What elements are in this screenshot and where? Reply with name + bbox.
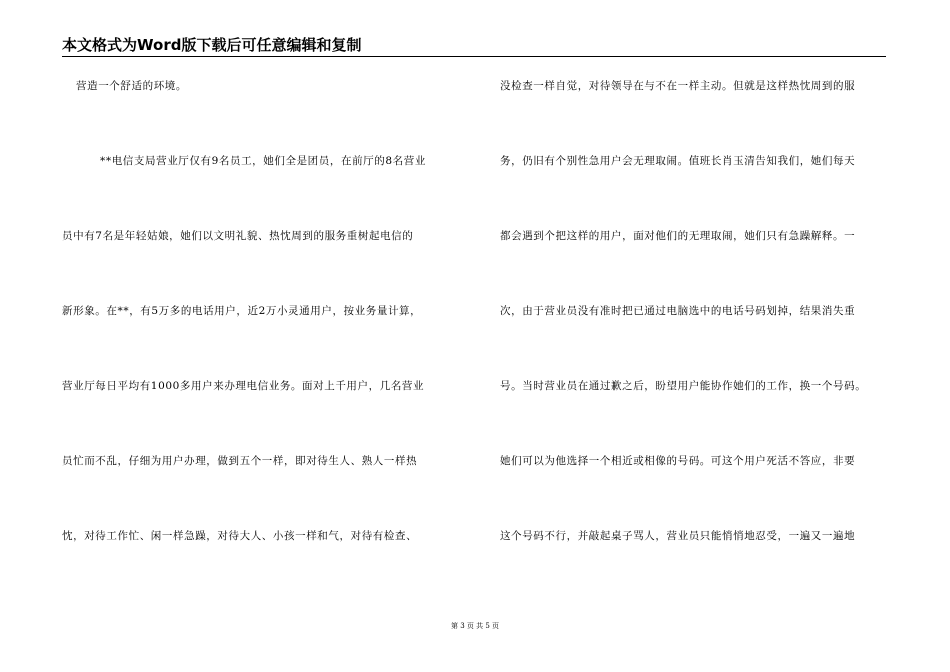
paragraph-line: 没检查一样自觉，对待领导在与不在一样主动。但就是这样热忱周到的服 bbox=[500, 80, 856, 92]
paragraph-line: 员中有7名是年轻姑娘，她们以文明礼貌、热忱周到的服务重树起电信的 bbox=[62, 230, 414, 242]
paragraph-line: 营业厅每日平均有1000多用户来办理电信业务。面对上千用户，几名营业 bbox=[62, 380, 425, 392]
paragraph-line: 这个号码不行，并敲起桌子骂人，营业员只能悄悄地忍受，一遍又一遍地 bbox=[500, 530, 856, 542]
document-header-title: 本文格式为Word版下载后可任意编辑和复制 bbox=[62, 36, 362, 54]
paragraph-line: 号。当时营业员在通过歉之后，盼望用户能协作她们的工作，换一个号码。 bbox=[500, 380, 867, 392]
paragraph-line: 都会遇到个把这样的用户，面对他们的无理取闹，她们只有急躁解释。一 bbox=[500, 230, 856, 242]
paragraph-line: 务，仍旧有个别性急用户会无理取闹。值班长肖玉清告知我们，她们每天 bbox=[500, 155, 856, 167]
paragraph-line: 新形象。在**，有5万多的电话用户，近2万小灵通用户，按业务量计算， bbox=[62, 305, 422, 317]
paragraph-line: 营造一个舒适的环境。 bbox=[76, 80, 187, 92]
paragraph-line: 次，由于营业员没有准时把已通过电脑选中的电话号码划掉，结果消失重 bbox=[500, 305, 856, 317]
header-divider bbox=[62, 56, 886, 57]
paragraph-line: 忱，对待工作忙、闲一样急躁，对待大人、小孩一样和气，对待有检查、 bbox=[62, 530, 418, 542]
paragraph-line: 她们可以为他选择一个相近或相像的号码。可这个用户死活不答应，非要 bbox=[500, 455, 856, 467]
page-number-footer: 第 3 页 共 5 页 bbox=[450, 622, 500, 630]
paragraph-line: **电信支局营业厅仅有9名员工，她们全是团员，在前厅的8名营业 bbox=[100, 155, 426, 167]
paragraph-line: 员忙而不乱，仔细为用户办理，做到五个一样，即对待生人、熟人一样热 bbox=[62, 455, 418, 467]
